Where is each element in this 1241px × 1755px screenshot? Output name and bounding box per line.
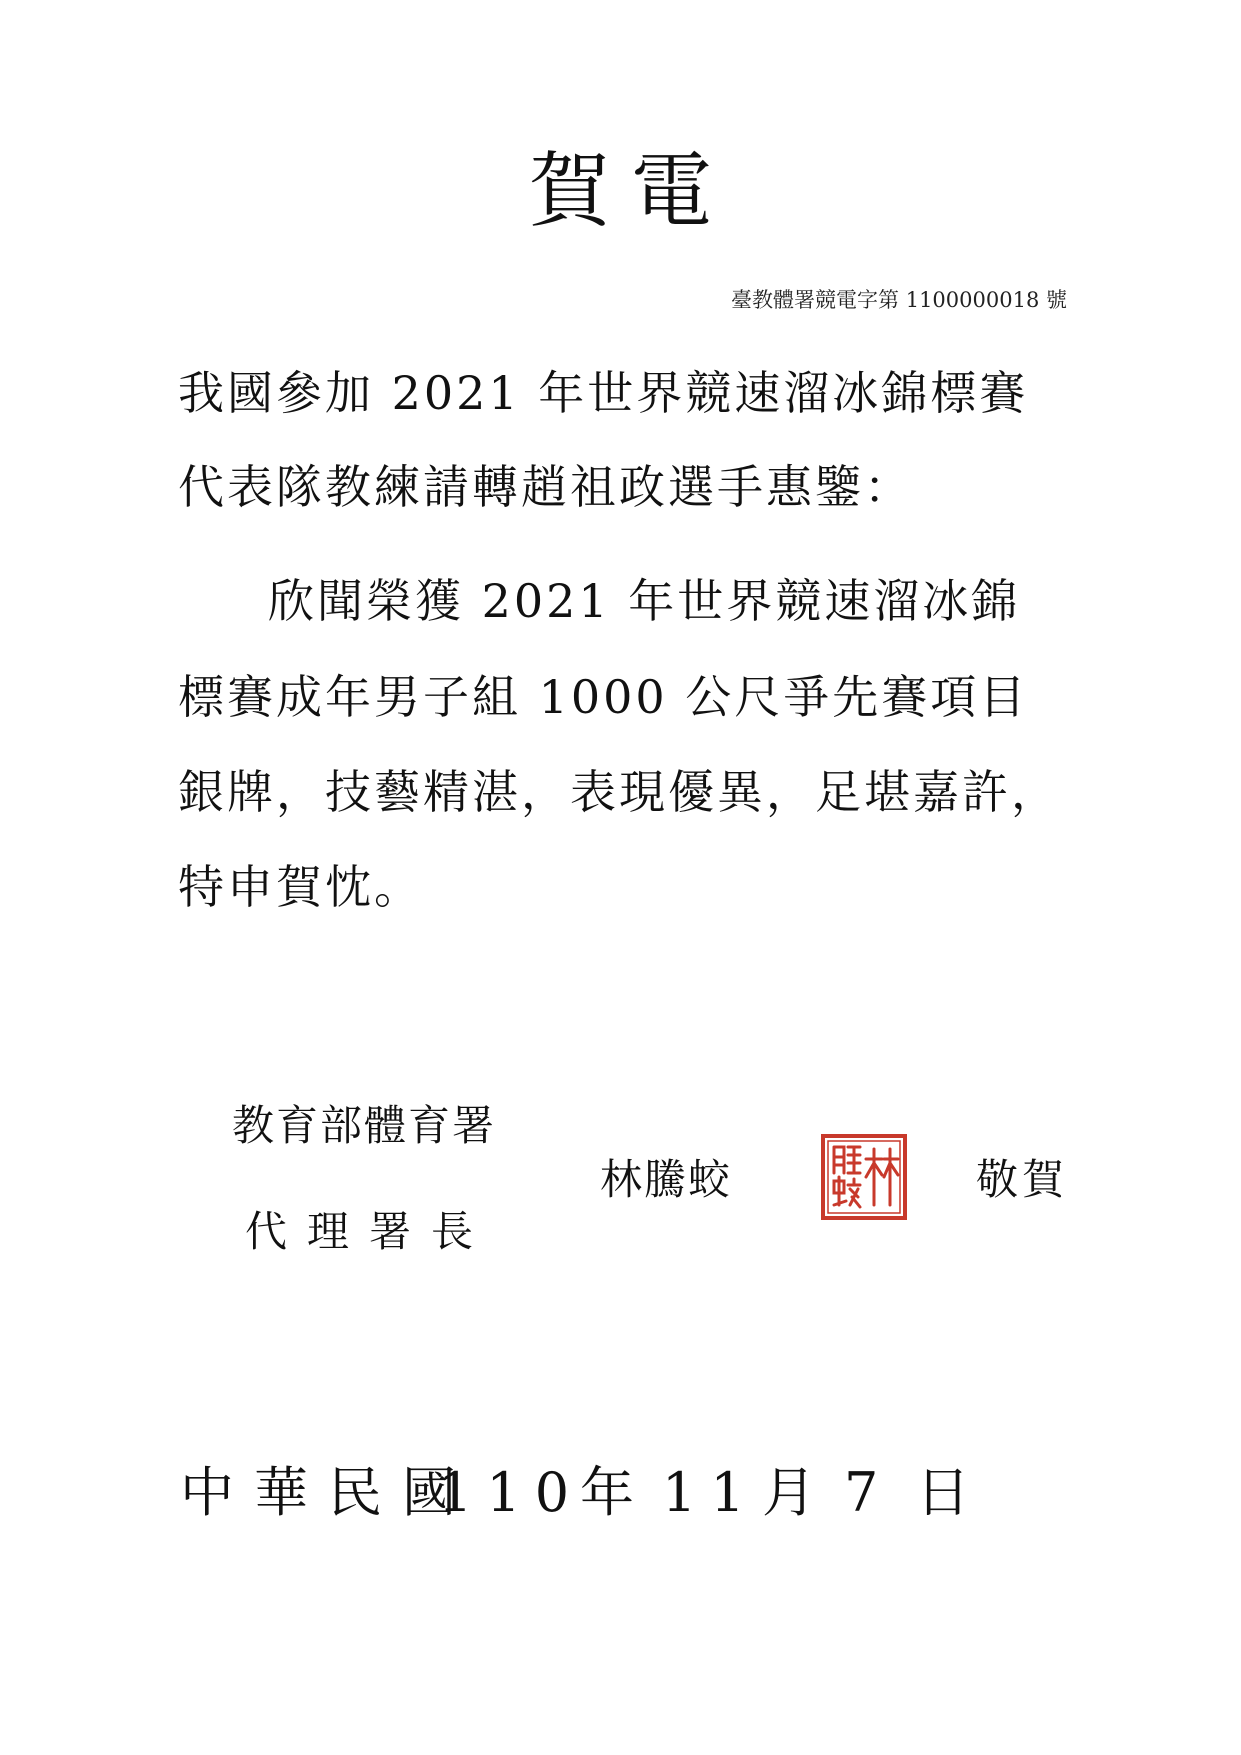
date-era: 中華民國: [180, 1461, 476, 1524]
sender-title: 代理署長: [245, 1207, 494, 1256]
body-line-4: 標賽成年男子組 1000 公尺爭先賽項目: [178, 670, 1029, 724]
body-line-1: 我國參加 2021 年世界競速溜冰錦標賽: [178, 366, 1029, 420]
date-year-unit: 年: [580, 1461, 634, 1524]
document-title: 賀電: [528, 144, 733, 239]
official-seal-stamp: [820, 1133, 908, 1221]
body-line-3: 欣聞榮獲 2021 年世界競速溜冰錦: [268, 574, 1021, 628]
body-line-6: 特申賀忱。: [178, 860, 423, 914]
date-day: 7: [844, 1461, 879, 1524]
closing-regards: 敬賀: [976, 1155, 1069, 1204]
document-number: 臺教體署競電字第 1100000018 號: [731, 288, 1067, 312]
body-line-5: 銀牌，技藝精湛，表現優異，足堪嘉許，: [178, 765, 1060, 819]
body-line-2: 代表隊教練請轉趙祖政選手惠鑒：: [178, 460, 913, 514]
date-month-unit: 月: [762, 1461, 816, 1524]
sender-name: 林騰蛟: [600, 1155, 733, 1204]
sender-organization: 教育部體育署: [232, 1101, 497, 1150]
date-day-unit: 日: [916, 1461, 970, 1524]
date-year: 110: [438, 1461, 584, 1524]
date-month: 11: [662, 1461, 759, 1524]
